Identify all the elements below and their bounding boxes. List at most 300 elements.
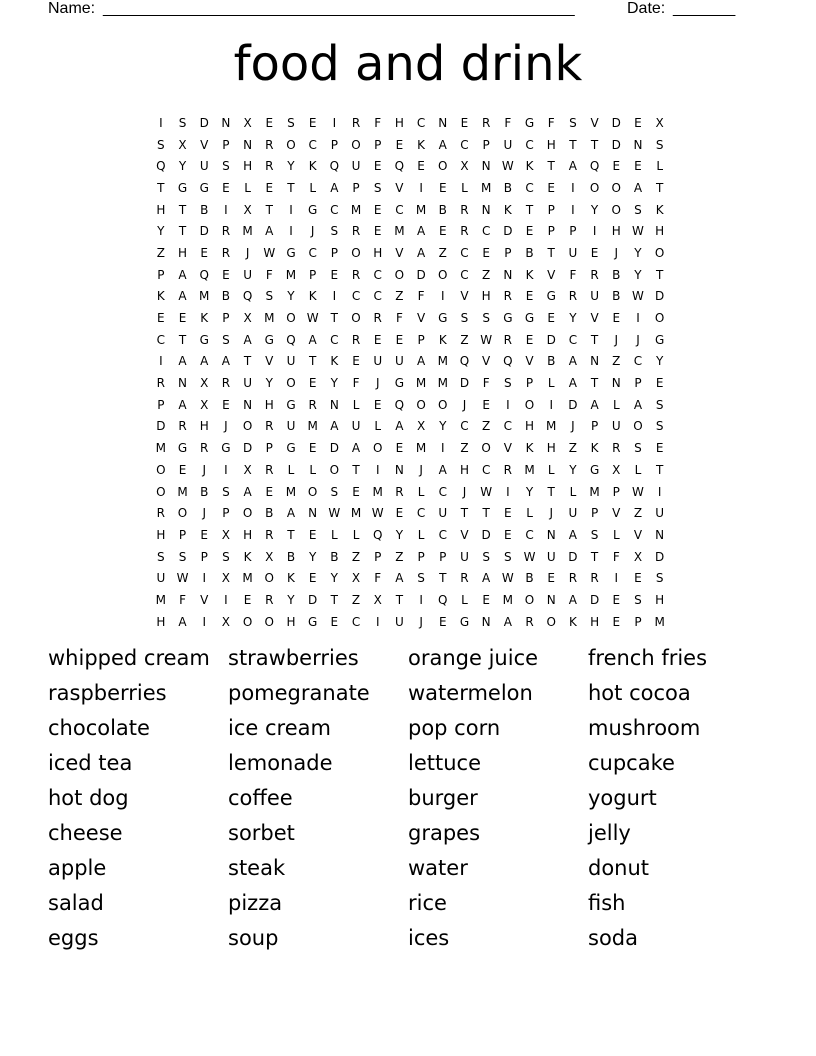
grid-letter: F: [547, 115, 555, 130]
grid-letter: T: [395, 592, 404, 607]
grid-letter: P: [352, 180, 360, 195]
word-list-item: soup: [228, 925, 279, 950]
grid-letter: B: [525, 571, 534, 586]
grid-letter: I: [332, 289, 337, 304]
grid-letter: R: [612, 441, 621, 456]
grid-letter: X: [460, 159, 469, 174]
word-list-item: coffee: [228, 785, 293, 810]
grid-letter: U: [590, 289, 599, 304]
grid-letter: R: [221, 376, 231, 391]
grid-row: [150, 611, 671, 633]
grid-letter: Q: [242, 289, 253, 304]
grid-letter: N: [481, 202, 491, 217]
grid-letter: L: [309, 462, 316, 477]
grid-letter: H: [373, 245, 383, 260]
grid-letter: T: [178, 332, 187, 347]
grid-letter: E: [655, 376, 664, 391]
grid-letter: U: [351, 419, 361, 434]
grid-letter: M: [242, 571, 253, 586]
grid-letter: O: [546, 614, 556, 629]
grid-letter: H: [243, 159, 253, 174]
grid-letter: O: [242, 419, 253, 434]
grid-letter: E: [525, 332, 534, 347]
grid-letter: Z: [351, 549, 361, 564]
grid-letter: D: [199, 224, 209, 239]
word-list-item: rice: [408, 890, 447, 915]
grid-letter: R: [481, 115, 491, 130]
grid-letter: M: [480, 180, 492, 195]
grid-letter: C: [308, 245, 317, 260]
grid-letter: C: [351, 614, 361, 629]
grid-letter: D: [242, 441, 253, 456]
grid-letter: T: [655, 267, 664, 282]
grid-letter: P: [265, 441, 273, 456]
grid-letter: V: [482, 354, 491, 369]
grid-letter: E: [590, 245, 599, 260]
grid-letter: C: [156, 332, 166, 347]
grid-letter: E: [504, 527, 512, 542]
grid-letter: D: [199, 115, 209, 130]
grid-letter: A: [265, 224, 274, 239]
grid-letter: C: [503, 419, 513, 434]
grid-letter: L: [656, 159, 663, 174]
grid-row: [150, 220, 671, 242]
grid-letter: U: [395, 354, 404, 369]
word-list-item: ice cream: [228, 715, 331, 740]
grid-letter: H: [286, 614, 296, 629]
grid-letter: Q: [156, 159, 166, 174]
grid-letter: D: [589, 592, 600, 607]
grid-letter: E: [178, 462, 187, 477]
grid-letter: R: [221, 224, 231, 239]
grid-letter: E: [352, 354, 360, 369]
grid-letter: P: [309, 267, 317, 282]
grid-letter: E: [482, 397, 490, 412]
word-list-item: watermelon: [408, 680, 533, 705]
grid-letter: P: [200, 549, 208, 564]
grid-letter: R: [395, 484, 404, 499]
grid-letter: V: [525, 354, 534, 369]
grid-row: [150, 589, 671, 611]
grid-letter: G: [524, 311, 535, 326]
grid-letter: N: [243, 397, 253, 412]
grid-letter: P: [330, 245, 338, 260]
grid-letter: M: [264, 311, 275, 326]
grid-letter: R: [265, 462, 274, 477]
grid-letter: W: [632, 484, 644, 499]
grid-letter: C: [481, 224, 491, 239]
word-list-item: eggs: [48, 925, 99, 950]
grid-letter: G: [394, 376, 405, 391]
grid-letter: K: [568, 614, 577, 629]
grid-letter: P: [525, 376, 534, 391]
grid-letter: C: [351, 289, 361, 304]
grid-letter: S: [482, 549, 490, 564]
grid-letter: A: [416, 224, 426, 239]
grid-letter: O: [286, 137, 296, 152]
grid-letter: R: [265, 159, 274, 174]
word-list-item: jelly: [588, 820, 631, 845]
grid-letter: M: [589, 484, 600, 499]
grid-letter: C: [308, 137, 317, 152]
grid-letter: X: [373, 592, 382, 607]
word-list-item: strawberries: [228, 645, 359, 670]
grid-letter: S: [460, 311, 469, 326]
grid-letter: A: [503, 614, 512, 629]
grid-letter: P: [590, 506, 599, 521]
grid-letter: X: [243, 311, 252, 326]
grid-letter: E: [243, 592, 252, 607]
grid-letter: J: [462, 484, 467, 499]
word-list-row: [48, 920, 768, 955]
grid-letter: R: [568, 289, 578, 304]
grid-letter: V: [200, 592, 209, 607]
grid-letter: S: [157, 549, 165, 564]
grid-letter: N: [308, 506, 318, 521]
grid-letter: T: [178, 202, 187, 217]
grid-letter: I: [614, 571, 619, 586]
grid-letter: O: [524, 397, 535, 412]
grid-letter: O: [242, 614, 253, 629]
grid-letter: X: [221, 571, 231, 586]
grid-letter: G: [308, 202, 318, 217]
grid-letter: L: [547, 462, 555, 477]
grid-letter: P: [157, 267, 165, 282]
grid-letter: R: [221, 245, 231, 260]
grid-letter: D: [655, 289, 665, 304]
grid-letter: Z: [156, 245, 165, 260]
grid-letter: V: [547, 267, 556, 282]
grid-letter: A: [221, 354, 231, 369]
grid-letter: A: [395, 419, 404, 434]
grid-letter: V: [612, 506, 621, 521]
grid-letter: E: [395, 332, 404, 347]
grid-letter: O: [264, 614, 274, 629]
grid-letter: P: [612, 484, 620, 499]
grid-letter: E: [352, 484, 360, 499]
grid-letter: B: [265, 506, 274, 521]
grid-letter: V: [590, 115, 599, 130]
grid-letter: E: [504, 506, 512, 521]
grid-letter: T: [330, 592, 339, 607]
grid-letter: C: [373, 267, 382, 282]
name-blank-line[interactable]: _____________________________________________________: [103, 0, 575, 17]
grid-letter: C: [481, 462, 491, 477]
word-list-item: apple: [48, 855, 107, 880]
grid-letter: Q: [329, 159, 340, 174]
grid-letter: E: [612, 159, 621, 174]
grid-letter: C: [633, 354, 643, 369]
grid-letter: Y: [655, 354, 664, 369]
grid-letter: E: [330, 614, 339, 629]
grid-letter: G: [308, 614, 318, 629]
grid-letter: A: [438, 137, 447, 152]
grid-letter: S: [287, 115, 295, 130]
grid-letter: U: [460, 549, 469, 564]
grid-letter: M: [546, 419, 557, 434]
grid-letter: A: [178, 614, 187, 629]
grid-letter: D: [655, 549, 665, 564]
grid-letter: R: [503, 289, 513, 304]
grid-letter: S: [504, 549, 512, 564]
grid-letter: Y: [287, 592, 295, 607]
grid-letter: N: [438, 115, 448, 130]
grid-letter: Y: [634, 267, 642, 282]
grid-letter: H: [156, 614, 166, 629]
grid-row: [150, 199, 671, 221]
grid-letter: N: [611, 376, 621, 391]
grid-letter: I: [332, 115, 337, 130]
grid-letter: I: [419, 592, 423, 607]
grid-letter: T: [590, 332, 599, 347]
grid-letter: R: [265, 419, 274, 434]
grid-letter: G: [655, 332, 665, 347]
grid-letter: G: [177, 180, 188, 195]
grid-letter: A: [178, 267, 187, 282]
grid-letter: F: [395, 311, 403, 326]
grid-letter: R: [373, 311, 382, 326]
word-list-item: whipped cream: [48, 645, 210, 670]
grid-letter: M: [307, 419, 318, 434]
grid-letter: N: [221, 115, 231, 130]
grid-row: [150, 437, 671, 459]
grid-letter: Y: [634, 245, 642, 260]
grid-letter: E: [265, 484, 274, 499]
grid-letter: E: [222, 267, 230, 282]
grid-letter: B: [286, 549, 296, 564]
date-blank-line[interactable]: _______: [673, 0, 736, 17]
grid-letter: T: [655, 462, 664, 477]
grid-letter: N: [655, 527, 665, 542]
grid-letter: D: [546, 332, 556, 347]
grid-letter: E: [373, 332, 382, 347]
grid-letter: O: [438, 267, 448, 282]
grid-letter: R: [156, 506, 166, 521]
grid-letter: D: [611, 115, 621, 130]
grid-letter: X: [243, 115, 252, 130]
grid-letter: Y: [157, 224, 165, 239]
grid-letter: M: [285, 267, 297, 282]
grid-letter: V: [200, 137, 209, 152]
grid-letter: G: [286, 441, 296, 456]
grid-letter: A: [330, 419, 339, 434]
grid-letter: Y: [265, 376, 273, 391]
grid-letter: I: [592, 224, 597, 239]
grid-letter: O: [394, 267, 405, 282]
word-list-item: cupcake: [588, 750, 675, 775]
grid-letter: T: [157, 180, 165, 195]
grid-letter: E: [612, 592, 621, 607]
grid-letter: E: [157, 311, 165, 326]
grid-letter: J: [202, 506, 206, 521]
grid-letter: Z: [460, 332, 469, 347]
grid-letter: M: [155, 441, 167, 456]
grid-letter: U: [438, 506, 448, 521]
grid-letter: J: [614, 245, 619, 260]
grid-letter: G: [459, 614, 470, 629]
word-list-item: steak: [228, 855, 286, 880]
grid-letter: A: [590, 397, 599, 412]
grid-letter: K: [287, 571, 295, 586]
grid-letter: I: [441, 441, 445, 456]
grid-letter: F: [374, 571, 382, 586]
grid-letter: M: [242, 224, 253, 239]
grid-letter: J: [614, 332, 619, 347]
grid-letter: O: [307, 484, 318, 499]
grid-letter: H: [178, 245, 188, 260]
grid-letter: B: [612, 289, 621, 304]
grid-letter: L: [612, 397, 620, 412]
grid-letter: B: [200, 484, 209, 499]
grid-letter: E: [460, 115, 469, 130]
grid-letter: J: [375, 376, 380, 391]
grid-letter: M: [350, 506, 362, 521]
grid-letter: U: [568, 506, 578, 521]
grid-letter: A: [568, 159, 578, 174]
grid-letter: L: [287, 462, 295, 477]
grid-letter: E: [265, 180, 274, 195]
grid-letter: R: [156, 376, 166, 391]
grid-letter: I: [571, 180, 575, 195]
grid-letter: X: [243, 462, 252, 477]
grid-letter: F: [504, 115, 512, 130]
grid-letter: F: [482, 376, 490, 391]
grid-row: [150, 155, 671, 177]
grid-letter: D: [503, 224, 513, 239]
grid-letter: C: [460, 245, 469, 260]
grid-letter: L: [569, 484, 577, 499]
grid-letter: H: [611, 224, 621, 239]
word-list-item: yogurt: [588, 785, 657, 810]
word-list-row: [48, 640, 768, 675]
grid-letter: O: [177, 506, 188, 521]
grid-letter: I: [289, 202, 293, 217]
grid-row: [150, 329, 671, 351]
grid-letter: H: [546, 137, 556, 152]
grid-letter: J: [419, 614, 423, 629]
grid-letter: K: [525, 267, 534, 282]
grid-letter: X: [200, 397, 209, 412]
grid-letter: T: [547, 484, 555, 499]
grid-row: [150, 307, 671, 329]
grid-letter: S: [373, 180, 382, 195]
grid-letter: Q: [503, 354, 513, 369]
grid-letter: O: [264, 571, 274, 586]
grid-letter: E: [612, 614, 621, 629]
grid-letter: R: [265, 527, 274, 542]
grid-letter: Y: [178, 159, 187, 174]
grid-letter: M: [199, 289, 210, 304]
grid-letter: T: [308, 354, 317, 369]
grid-letter: H: [481, 289, 491, 304]
grid-letter: S: [634, 592, 642, 607]
grid-letter: Y: [525, 484, 534, 499]
grid-letter: Y: [330, 376, 339, 391]
grid-letter: C: [525, 527, 534, 542]
grid-letter: H: [590, 614, 600, 629]
grid-letter: E: [373, 224, 382, 239]
grid-letter: L: [352, 397, 360, 412]
grid-letter: S: [655, 419, 664, 434]
grid-letter: T: [265, 202, 273, 217]
grid-letter: T: [655, 180, 664, 195]
grid-letter: W: [263, 245, 276, 260]
grid-letter: P: [222, 137, 230, 152]
grid-letter: O: [351, 245, 361, 260]
grid-letter: L: [461, 180, 468, 195]
grid-letter: Q: [459, 354, 470, 369]
grid-letter: E: [482, 245, 490, 260]
grid-letter: H: [525, 419, 535, 434]
grid-letter: G: [264, 332, 274, 347]
grid-letter: P: [157, 397, 165, 412]
grid-letter: W: [501, 571, 514, 586]
grid-letter: T: [287, 527, 295, 542]
grid-letter: U: [286, 419, 296, 434]
grid-letter: I: [159, 354, 163, 369]
grid-letter: Q: [394, 159, 405, 174]
grid-letter: A: [243, 484, 252, 499]
grid-row: [150, 546, 671, 568]
grid-letter: R: [525, 614, 534, 629]
grid-letter: I: [202, 614, 206, 629]
grid-letter: I: [224, 202, 228, 217]
grid-letter: I: [159, 115, 163, 130]
grid-letter: P: [417, 332, 425, 347]
grid-letter: S: [655, 397, 664, 412]
grid-letter: Q: [199, 267, 209, 282]
grid-letter: S: [330, 484, 339, 499]
grid-letter: R: [568, 571, 578, 586]
grid-letter: R: [308, 397, 317, 412]
grid-letter: S: [265, 289, 274, 304]
grid-letter: D: [568, 397, 578, 412]
grid-letter: N: [481, 159, 491, 174]
grid-letter: B: [612, 267, 621, 282]
grid-letter: E: [308, 115, 317, 130]
grid-letter: X: [351, 571, 361, 586]
grid-letter: M: [350, 202, 362, 217]
grid-letter: U: [286, 354, 296, 369]
grid-letter: B: [547, 354, 556, 369]
grid-letter: J: [571, 419, 575, 434]
grid-letter: N: [178, 376, 188, 391]
grid-letter: C: [330, 202, 339, 217]
grid-letter: G: [286, 245, 296, 260]
grid-letter: O: [654, 311, 665, 326]
grid-letter: A: [308, 332, 317, 347]
grid-letter: M: [155, 592, 167, 607]
grid-letter: A: [200, 354, 209, 369]
grid-letter: I: [419, 180, 423, 195]
word-list-item: orange juice: [408, 645, 539, 670]
grid-letter: T: [243, 354, 252, 369]
grid-letter: E: [395, 441, 404, 456]
grid-letter: S: [634, 202, 642, 217]
grid-letter: S: [178, 549, 187, 564]
grid-letter: V: [395, 245, 404, 260]
grid-letter: F: [265, 267, 273, 282]
grid-letter: Y: [287, 289, 295, 304]
grid-letter: Z: [482, 419, 491, 434]
grid-letter: I: [549, 397, 553, 412]
grid-letter: Z: [633, 506, 643, 521]
grid-letter: X: [200, 376, 209, 391]
grid-letter: E: [308, 571, 317, 586]
grid-letter: V: [590, 311, 599, 326]
grid-letter: N: [243, 137, 253, 152]
grid-letter: A: [351, 441, 361, 456]
